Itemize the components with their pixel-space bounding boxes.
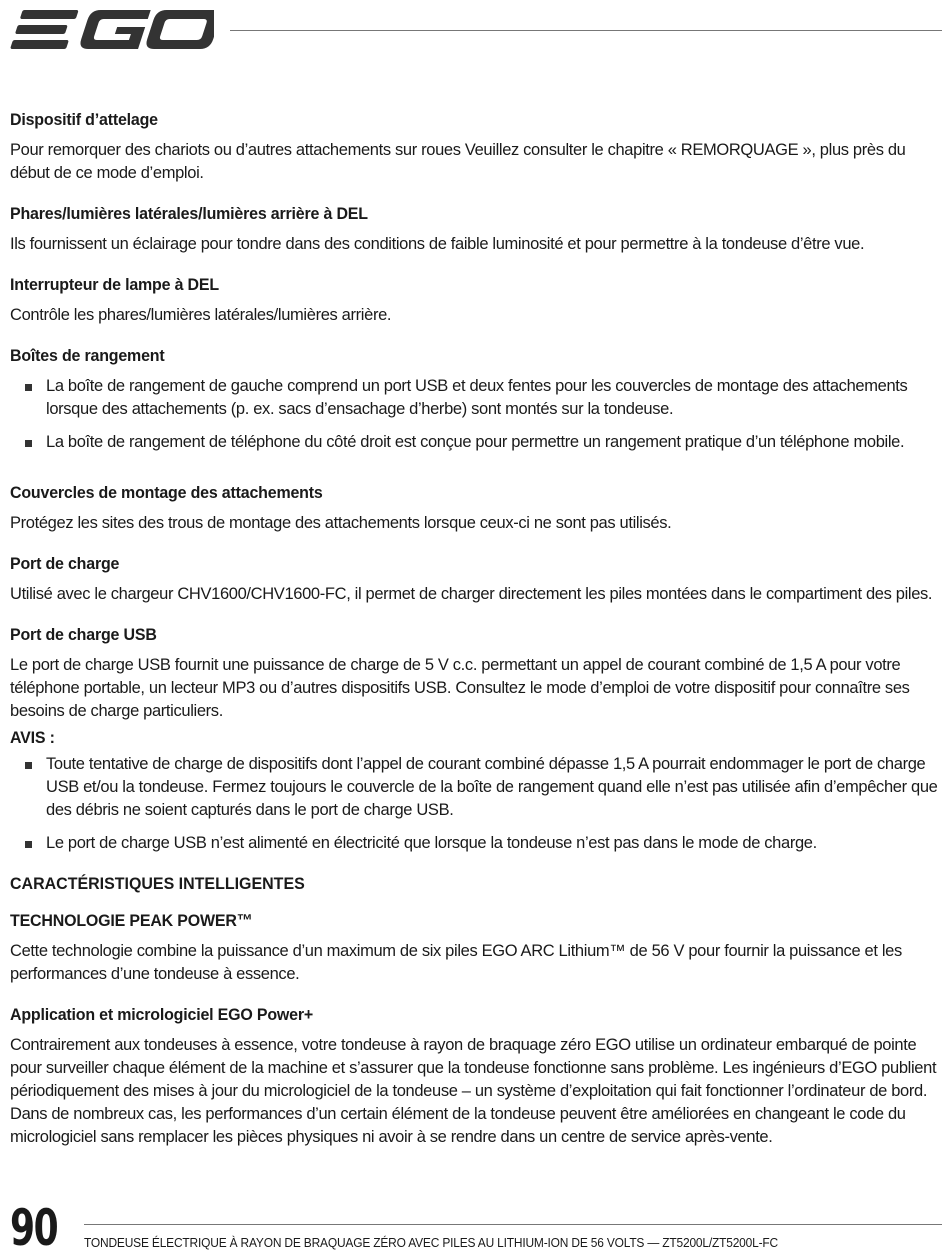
section-text-port-charge: Utilisé avec le chargeur CHV1600/CHV1600-FC, il permet de charger directement les piles montées dans le compartiment des piles.: [10, 585, 933, 603]
header-divider: [230, 30, 942, 31]
section-title-application: Application et micrologiciel EGO Power+: [10, 1005, 314, 1024]
section-title-peak-power: TECHNOLOGIE PEAK POWER™: [10, 911, 253, 930]
avis-list: [10, 753, 940, 855]
section-text-phares: Ils fournissent un éclairage pour tondre dans des conditions de faible luminosité et pour permettre à la tondeuse d’être vue.: [10, 235, 865, 253]
page-number: 90: [10, 1199, 58, 1257]
avis-title: AVIS :: [10, 728, 55, 747]
boites-list: [10, 375, 940, 454]
footer-title: TONDEUSE ÉLECTRIQUE À RAYON DE BRAQUAGE ZÉRO AVEC PILES AU LITHIUM-ION DE 56 VOLTS — ZT5200L/ZT5200L-FC: [84, 1235, 778, 1250]
bullet-square-icon: [25, 440, 32, 447]
list-item: Toute tentative de charge de dispositifs dont l’appel de courant combiné dépasse 1,5 A pourrait endommager le port de charge USB et/ou la tondeuse. Fermez toujours le couvercle de la boîte de rangement quand elle n’est pas utilisée afin d’empêcher que des débris ne soient capturés dans le port de charge USB.: [10, 753, 940, 822]
bullet-square-icon: [25, 762, 32, 769]
section-title-caracteristiques: CARACTÉRISTIQUES INTELLIGENTES: [10, 874, 305, 893]
page-header: [0, 0, 950, 60]
footer-divider: [84, 1224, 942, 1225]
section-title-phares: Phares/lumières latérales/lumières arrière à DEL: [10, 204, 368, 223]
list-item: La boîte de rangement de téléphone du côté droit est conçue pour permettre un rangement pratique d’un téléphone mobile.: [10, 431, 940, 454]
section-text-peak-power: Cette technologie combine la puissance d’un maximum de six piles EGO ARC Lithium™ de 56 V pour fournir la puissance et les performances d’une tondeuse à essence.: [10, 942, 902, 983]
ego-logo: [10, 6, 214, 54]
section-text-port-usb: Le port de charge USB fournit une puissance de charge de 5 V c.c. permettant un appel de courant combiné de 1,5 A pour votre téléphone portable, un lecteur MP3 ou d’autres dispositifs USB. Consultez le mode d’emploi de votre dispositif pour connaître ses besoins de charge particuliers.: [10, 656, 910, 720]
section-text-interrupteur: Contrôle les phares/lumières latérales/lumières arrière.: [10, 306, 392, 324]
section-text-attelage: Pour remorquer des chariots ou d’autres attachements sur roues Veuillez consulter le chapitre « REMORQUAGE », plus près du début de ce mode d’emploi.: [10, 141, 906, 182]
section-title-boites: Boîtes de rangement: [10, 346, 165, 365]
section-title-attelage: Dispositif d’attelage: [10, 110, 158, 129]
section-text-couvercles: Protégez les sites des trous de montage des attachements lorsque ceux-ci ne sont pas utilisés.: [10, 514, 672, 532]
section-title-port-usb: Port de charge USB: [10, 625, 157, 644]
section-title-couvercles: Couvercles de montage des attachements: [10, 483, 323, 502]
page-footer: [0, 1200, 950, 1260]
list-item: Le port de charge USB n’est alimenté en électricité que lorsque la tondeuse n’est pas dans le mode de charge.: [10, 832, 940, 855]
section-text-application: Contrairement aux tondeuses à essence, votre tondeuse à rayon de braquage zéro EGO utilise un ordinateur embarqué de pointe pour surveiller chaque élément de la machine et s’assurer que la tondeuse fonctionne sans problème. Les ingénieurs d’EGO publient périodiquement des mises à jour du micrologiciel de la tondeuse – un système d’exploitation qui fait fonctionner l’ordinateur de bord. Dans de nombreux cas, les performances d’un certain élément de la tondeuse peuvent être améliorées en changeant le code du micrologiciel sans remplacer les pièces physiques ni avoir à se rendre dans un centre de service après-vente.: [10, 1036, 937, 1146]
section-title-port-charge: Port de charge: [10, 554, 120, 573]
bullet-square-icon: [25, 384, 32, 391]
page-content: [10, 108, 940, 1166]
list-item: La boîte de rangement de gauche comprend un port USB et deux fentes pour les couvercles de montage des attachements lorsque des attachements (p. ex. sacs d’ensachage d’herbe) sont montés sur la tondeuse.: [10, 375, 940, 421]
section-title-interrupteur: Interrupteur de lampe à DEL: [10, 275, 219, 294]
bullet-square-icon: [25, 841, 32, 848]
